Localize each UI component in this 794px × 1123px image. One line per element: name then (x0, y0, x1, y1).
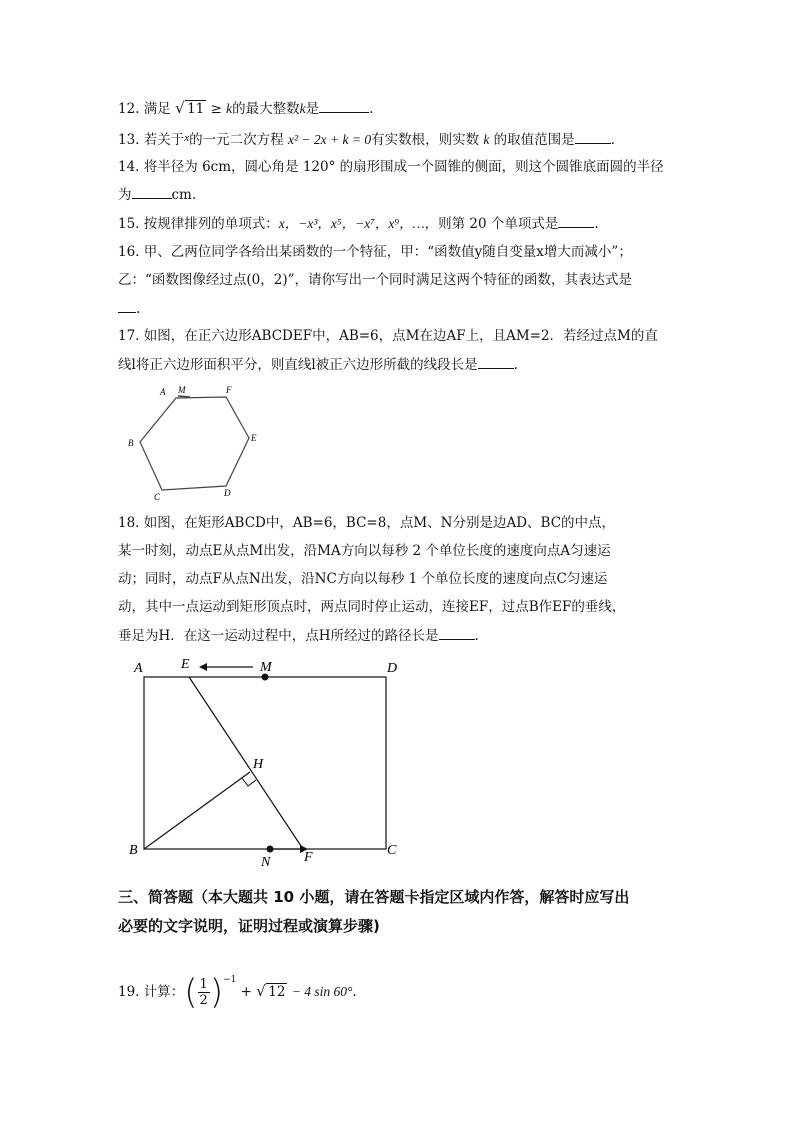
section-3-heading-line2: 必要的文字说明，证明过程或演算步骤) (118, 917, 380, 935)
q14-number: 14. (118, 159, 140, 175)
q16-number: 16. (118, 244, 140, 260)
q19-fraction: $\frac{1}{2}$ (199, 977, 208, 1008)
question-18-line5: 垂足为H．在这一运动过程中，点H所经过的路径长是 . (118, 625, 479, 646)
q15-blank (558, 213, 594, 228)
hex-label-b: B (128, 438, 134, 448)
q13-number: 13. (118, 132, 140, 148)
right-angle-mark (242, 778, 256, 786)
rect-label-d: D (387, 661, 398, 676)
segment-bh (144, 772, 250, 849)
q12-text: 满足 (143, 101, 171, 117)
q12-number: 12. (118, 101, 140, 117)
hex-label-c: C (154, 492, 161, 502)
hex-label-a: A (160, 387, 166, 397)
q12-sqrt: √ 11 (175, 99, 205, 117)
question-19: 19. 计算：( $\frac{1}{2}$ )$^{-1}$ + √ 12 − 4 sin 60°. (118, 972, 357, 1013)
question-15: 15. 按规律排列的单项式：x，−x³，x⁵，−x⁷，x⁹，…，则第 20 个单项式是 . (118, 213, 599, 234)
arrow-e-head (199, 663, 207, 671)
hex-label-d: D (224, 488, 231, 498)
q19-sqrt: √ 12 (256, 982, 286, 1000)
question-16: 16. 甲、乙两位同学各给出某函数的一个特征，甲：“函数值y随自变量x增大而减小”； (118, 244, 632, 260)
question-18-line2: 某一时刻，动点E从点M出发，沿MA方向以每秒 2 个单位长度的速度向点A匀速运 (118, 543, 611, 559)
question-14-line2: 为 cm. (118, 184, 196, 205)
hexagon-figure (118, 378, 278, 503)
q13-blank (575, 129, 611, 144)
q16-blank (118, 298, 136, 313)
hex-label-e: E (251, 433, 257, 443)
q13-equation: x² − 2x + k = 0 (287, 132, 372, 147)
q18-blank (439, 625, 475, 640)
hex-label-m: M (178, 385, 186, 395)
rect-label-a: A (134, 661, 143, 676)
q15-number: 15. (118, 216, 140, 232)
rect-label-c: C (387, 843, 397, 858)
q15-sequence: x，−x³，x⁵，−x⁷，x⁹，…， (278, 216, 439, 231)
segment-ef (189, 677, 303, 849)
question-17: 17. 如图，在正六边形ABCDEF中，AB=6，点M在边AF上，且AM=2．若经过点M的直 (118, 328, 658, 344)
q14-blank (132, 184, 172, 199)
q17-number: 17. (118, 328, 140, 344)
q18-number: 18. (118, 515, 140, 531)
question-18-line3: 动；同时，动点F从点N出发，沿NC方向以每秒 1 个单位长度的速度向点C匀速运 (118, 571, 608, 587)
question-18-line4: 动，其中一点运动到矩形顶点时，两点同时停止运动，连接EF，过点B作EF的垂线， (118, 599, 626, 615)
q17-blank (478, 354, 514, 369)
question-16-line3: . (118, 298, 140, 319)
q12-blank (319, 98, 369, 113)
hexagon-shape (140, 397, 249, 490)
rect-label-n: N (261, 855, 271, 869)
rectangle-figure (125, 654, 410, 869)
question-18: 18. 如图，在矩形ABCD中，AB=6，BC=8，点M、N分别是边AD、BC的中点， (118, 515, 616, 531)
question-12: 12. 满足 √ 11 ≥ k的最大整数k是 . (118, 99, 374, 117)
question-13: 13. 若关于$^x$的一元二次方程 x² − 2x + k = 0有实数根，则实数 k 的取值范围是 . (118, 128, 615, 150)
hex-label-f: F (226, 385, 232, 395)
rect-label-h: H (253, 757, 264, 772)
rect-label-e: E (181, 657, 190, 672)
rect-label-m: M (260, 660, 272, 675)
section-3-heading: 三、简答题（本大题共 10 小题，请在答题卡指定区域内作答，解答时应写出 (118, 888, 630, 906)
rect-label-f: F (304, 850, 313, 865)
q19-number: 19. (118, 984, 140, 1000)
hex-arrow-mark (178, 396, 190, 397)
rect-label-b: B (129, 843, 138, 858)
question-17-line2: 线l将正六边形面积平分，则直线l被正六边形所截的线段长是 . (118, 354, 518, 375)
point-n (267, 846, 274, 853)
question-16-line2: 乙：“函数图像经过点(0，2)”，请你写出一个同时满足这两个特征的函数，其表达式是 (118, 272, 633, 288)
question-14: 14. 将半径为 6cm，圆心角是 120° 的扇形围成一个圆锥的侧面，则这个圆锥底面圆的半径 (118, 159, 664, 175)
